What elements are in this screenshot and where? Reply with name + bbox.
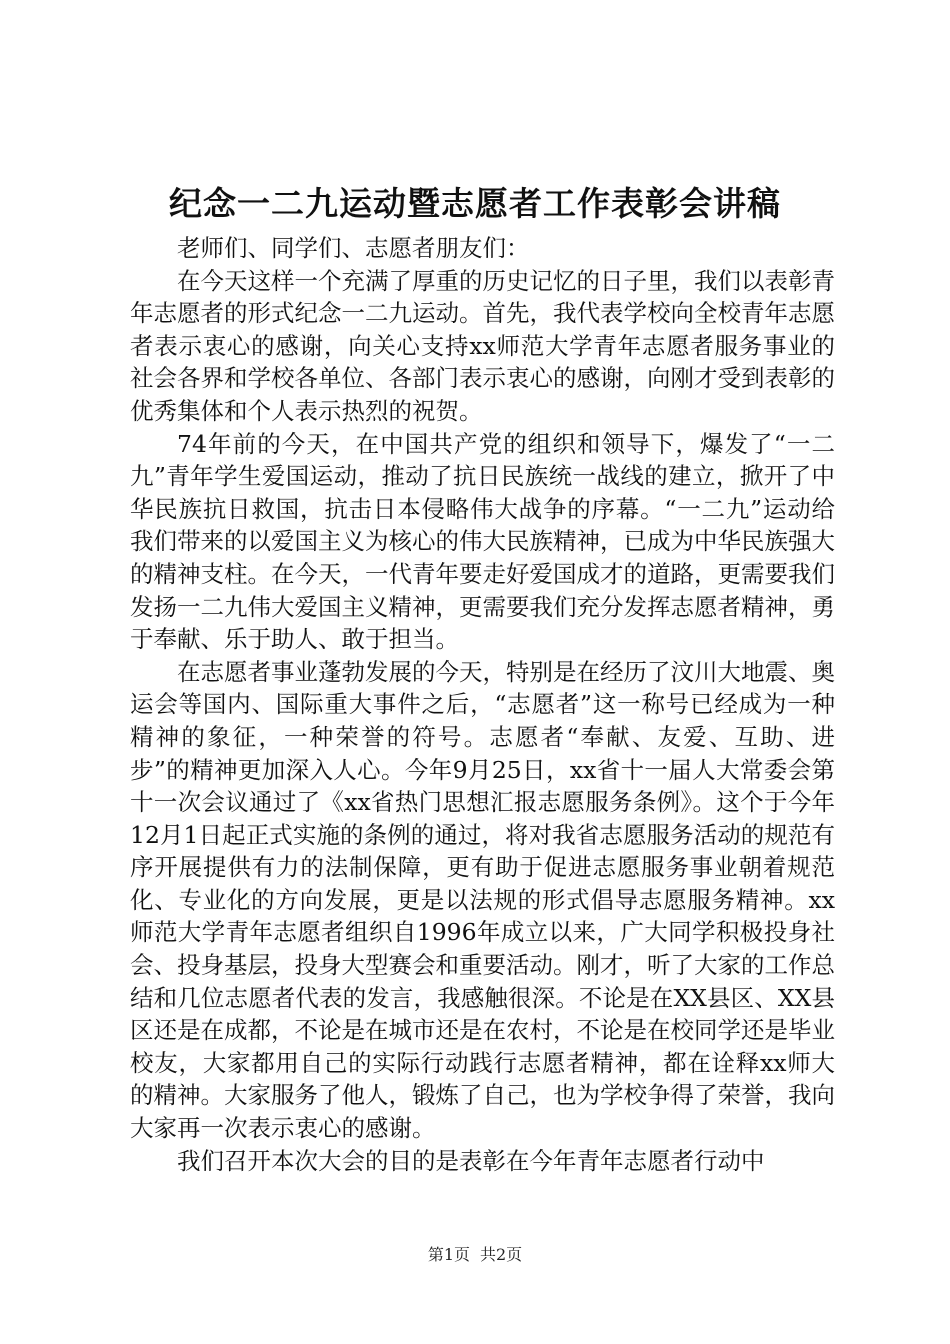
body-paragraph: 74年前的今天，在中国共产党的组织和领导下，爆发了“一二九”青年学生爱国运动，推动了抗日民族统一战线的建立，掀开了中华民族抗日救国，抗击日本侵略伟大战争的序幕。“一二九”运动给我们带来的以爱国主义为核心的伟大民族精神，已成为中华民族强大的精神支柱。在今天，一代青年要走好爱国成才的道路，更需要我们发扬一二九伟大爱国主义精神，更需要我们充分发挥志愿者精神，勇于奉献、乐于助人、敢于担当。: [130, 429, 835, 654]
document-body: [130, 232, 835, 1177]
page-count: 共2页: [480, 1245, 523, 1264]
page-number: 第1页: [427, 1245, 470, 1264]
page-footer: [0, 1244, 950, 1266]
body-paragraph: 在志愿者事业蓬勃发展的今天，特别是在经历了汶川大地震、奥运会等国内、国际重大事件之后，“志愿者”这一称号已经成为一种精神的象征，一种荣誉的符号。志愿者“奉献、友爱、互助、进步”的精神更加深入人心。今年9月25日，xx省十一届人大常委会第十一次会议通过了《xx省热门思想汇报志愿服务条例》。这个于今年12月1日起正式实施的条例的通过，将对我省志愿服务活动的规范有序开展提供有力的法制保障，更有助于促进志愿服务事业朝着规范化、专业化的方向发展，更是以法规的形式倡导志愿服务精神。xx师范大学青年志愿者组织自1996年成立以来，广大同学积极投身社会、投身基层，投身大型赛会和重要活动。刚才，听了大家的工作总结和几位志愿者代表的发言，我感触很深。不论是在XX县区、XX县区还是在成都，不论是在城市还是在农村，不论是在校同学还是毕业校友，大家都用自己的实际行动践行志愿者精神，都在诠释xx师大的精神。大家服务了他人，锻炼了自己，也为学校争得了荣誉，我向大家再一次表示衷心的感谢。: [130, 657, 835, 1143]
document-title: 纪念一二九运动暨志愿者工作表彰会讲稿: [169, 184, 781, 223]
salutation-paragraph: 老师们、同学们、志愿者朋友们：: [177, 234, 530, 262]
body-paragraph: 在今天这样一个充满了厚重的历史记忆的日子里，我们以表彰青年志愿者的形式纪念一二九运动。首先，我代表学校向全校青年志愿者表示衷心的感谢，向关心支持xx师范大学青年志愿者服务事业的社会各界和学校各单位、各部门表示衷心的感谢，向刚才受到表彰的优秀集体和个人表示热烈的祝贺。: [130, 266, 835, 425]
body-paragraph: 我们召开本次大会的目的是表彰在今年青年志愿者行动中: [177, 1146, 765, 1175]
